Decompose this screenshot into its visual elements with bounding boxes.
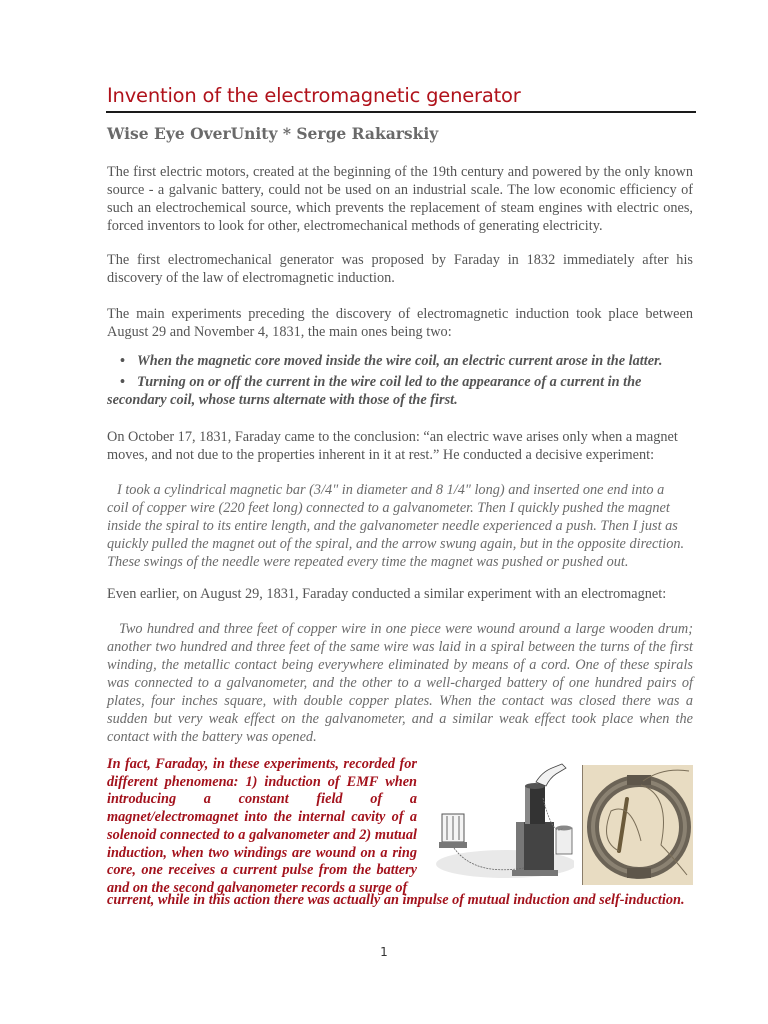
bullet-icon: • [120, 353, 126, 369]
earlier-experiment-paragraph: Even earlier, on August 29, 1831, Faraday conducted a similar experiment with an electromagnet: [107, 586, 667, 602]
faraday-quote-magnet: I took a cylindrical magnetic bar (3/4" in diameter and 8 1/4" long) and inserted one end into a coil of copper wire (220 feet long) connected to a galvanometer. Then I quickly pushed the magnet inside the spiral to its entire length, and the galvanometer needle experienced a push. Then I just as quickly pulled the magnet out of the spiral, and the arrow swung again, but in the opposite direction. These swings of the needle were repeated every time the magnet was pushed or pushed out. [107, 482, 685, 570]
bullet-item [107, 352, 693, 370]
faraday-induction-ring-image [582, 765, 693, 885]
author-subtitle: Wise Eye OverUnity * Serge Rakarskiy [107, 124, 439, 143]
title-underline-divider [106, 111, 696, 113]
highlight-paragraph: In fact, Faraday, in these experiments, recorded for different phenomena: 1) induction of EMF when introducing a constant field of a magnet/electromagnet into the internal cavity of a solenoid connected to a galvanometer and 2) mutual induction, when two windings are wound on a ring core, one receives a current pulse from the battery and on the second galvanometer records a surge of [107, 756, 417, 896]
bullet-item [107, 373, 693, 409]
experiments-intro-paragraph: The main experiments preceding the discovery of electromagnetic induction took place between August 29 and November 4, 1831, the main ones being two: [107, 306, 693, 340]
faraday-quote-electromagnet: Two hundred and three feet of copper wire in one piece were wound around a large wooden drum; another two hundred and three feet of the same wire was laid in a spiral between the turns of the first winding, the metallic contact being everywhere eliminated by means of a cord. One of these spirals was connected to a galvanometer, and the other to a well-charged battery of one hundred pairs of plates, four inches square, with double copper plates. When the contact was closed there was a sudden but very weak effect on the galvanometer, and a similar weak effect took place when the contact with the battery was opened. [107, 621, 693, 745]
faraday-generator-paragraph: The first electromechanical generator was proposed by Faraday in 1832 immediately after his discovery of the law of electromagnetic induction. [107, 252, 693, 286]
bullet-text: Turning on or off the current in the wire coil led to the appearance of a current in the secondary coil, whose turns alternate with those of the first. [107, 374, 642, 408]
page-number: 1 [380, 945, 388, 959]
experiments-bullet-list [107, 352, 693, 412]
intro-paragraph: The first electric motors, created at the beginning of the 19th century and powered by the only known source - a galvanic battery, could not be used on an industrial scale. The low economic efficiency of such an electrochemical source, which prevents the replacement of steam engines with electric ones, forced inventors to look for other, electromechanical methods of generating electricity. [107, 164, 693, 234]
conclusion-paragraph: On October 17, 1831, Faraday came to the conclusion: “an electric wave arises only when a magnet moves, and not due to the properties inherent in it at rest.” He conducted a decisive experiment: [107, 429, 678, 463]
bullet-icon: • [120, 374, 126, 390]
highlight-paragraph-last-line: current, while in this action there was actually an impulse of mutual induction and self-induction. [107, 892, 685, 908]
page-title: Invention of the electromagnetic generator [107, 84, 521, 107]
faraday-apparatus-engraving-image [428, 758, 574, 884]
bullet-text: When the magnetic core moved inside the wire coil, an electric current arose in the latter. [137, 353, 663, 369]
